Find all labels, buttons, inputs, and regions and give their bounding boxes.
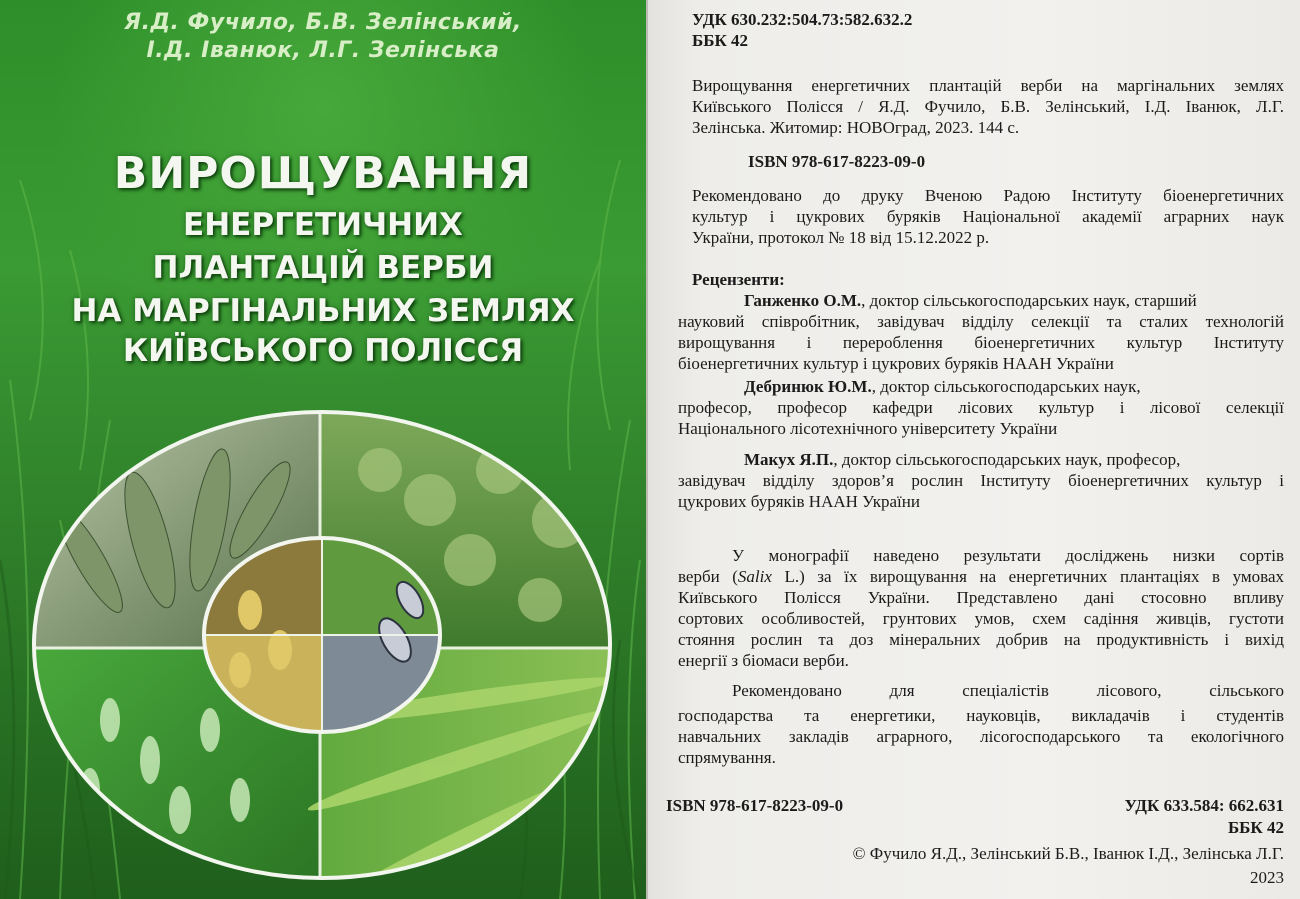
audience-line-4: спрямування.: [678, 748, 776, 767]
reviewer-3-first-line: [744, 450, 1180, 470]
recommended-line-1: Рекомендовано до друку Вченою Радою Інституту біоенергетичних: [692, 186, 1284, 205]
cover-photo-collage: [0, 0, 646, 899]
audience-line-3: навчальних закладів аграрного, лісогосподарського та екологічного: [678, 727, 1284, 746]
isbn-mid: ISBN 978-617-8223-09-0: [748, 152, 926, 171]
copyright: © Фучило Я.Д., Зелінський Б.В., Іванюк І.Д., Зелінська Л.Г.: [852, 844, 1284, 863]
cover-title-line-3: ПЛАНТАЦІЙ ВЕРБИ: [152, 250, 494, 286]
reviewer-3-name: Макух Я.П.: [744, 450, 834, 469]
reviewer-2-text: , доктор сільськогосподарських наук,: [871, 377, 1141, 396]
reviewer-2-first-line: [744, 377, 1141, 397]
abstract-line-2: [678, 567, 1284, 587]
copyright-year: 2023: [1250, 868, 1284, 887]
abstract-line-5: стояння рослин та доз мінеральних добрив на продуктивність і вихід: [678, 630, 1284, 649]
reviewer-3-line-2: завідувач відділу здоров’я рослин Інституту біоенергетичних культур і: [678, 471, 1284, 490]
bbk-bottom: ББК 42: [1227, 818, 1284, 837]
cover-authors-line-1: Я.Д. Фучило, Б.В. Зелінський,: [124, 10, 522, 35]
audience-line-2: господарства та енергетики, науковців, викладачів і студентів: [678, 706, 1284, 725]
abstract-line-3: Київського Полісся України. Представлено дані стосовно впливу: [678, 588, 1284, 607]
bib-line-2: Київського Полісся / Я.Д. Фучило, Б.В. Зелінський, І.Д. Іванюк, Л.Г.: [692, 97, 1284, 116]
abstract-line-1: У монографії наведено результати досліджень низки сортів: [732, 546, 1284, 565]
udk-bottom: УДК 633.584: 662.631: [1124, 796, 1284, 815]
reviewer-1-line-3: вирощування і перероблення біоенергетичних культур Інституту: [678, 333, 1284, 352]
cover-title-line-1: ВИРОЩУВАННЯ: [113, 148, 533, 199]
reviewers-label: Рецензенти:: [692, 270, 785, 289]
reviewer-1-text: , доктор сільськогосподарських наук, старший: [861, 291, 1197, 310]
recommended-line-2: культур і цукрових буряків Національної академії аграрних наук: [692, 207, 1284, 226]
reviewer-1-line-4: біоенергетичних культур і цукрових буряків НААН України: [678, 354, 1114, 373]
colophon-page: [648, 0, 1300, 899]
reviewer-2-line-2: професор, професор кафедри лісових культур і лісової селекції: [678, 398, 1284, 417]
reviewer-1-name: Ганженко О.М.: [744, 291, 862, 310]
udk-top: УДК 630.232:504.73:582.632.2: [692, 10, 913, 29]
reviewer-1-line-2: науковий співробітник, завідувач відділу селекції та сталих технологій: [678, 312, 1284, 331]
recommended-line-3: України, протокол № 18 від 15.12.2022 р.: [692, 228, 990, 247]
isbn-bottom: ISBN 978-617-8223-09-0: [666, 796, 844, 815]
abstract-line-4: сортових особливостей, грунтових умов, схем садіння живців, густоти: [678, 609, 1284, 628]
bib-line-3: Зелінська. Житомир: НОВОград, 2023. 144 с.: [692, 118, 1020, 137]
reviewer-3-text: , доктор сільськогосподарських наук, професор,: [833, 450, 1181, 469]
cover-title-line-4: НА МАРГІНАЛЬНИХ ЗЕМЛЯХ: [71, 293, 575, 329]
bbk-top: ББК 42: [692, 31, 749, 50]
reviewer-2-name: Дебринюк Ю.М.: [744, 377, 872, 396]
cover-authors-line-2: І.Д. Іванюк, Л.Г. Зелінська: [146, 38, 500, 63]
book-cover: [0, 0, 646, 899]
reviewer-3-line-3: цукрових буряків НААН України: [678, 492, 920, 511]
audience-line-1: Рекомендовано для спеціалістів лісового, сільського: [732, 681, 1284, 700]
cover-title-line-2: ЕНЕРГЕТИЧНИХ: [183, 207, 463, 243]
abstract-line-6: енергії з біомаси верби.: [678, 651, 849, 670]
abstract-line-2-pre: верби (: [678, 567, 738, 586]
reviewer-2-line-3: Національного лісотехнічного університету України: [678, 419, 1058, 438]
abstract-latin-name: Salix: [737, 567, 772, 586]
abstract-line-2-post: L.) за їх вирощування на енергетичних плантаціях в умовах: [771, 567, 1284, 586]
reviewer-1-first-line: [744, 291, 1197, 311]
bib-line-1: Вирощування енергетичних плантацій верби на маргінальних землях: [692, 76, 1284, 95]
cover-title-line-5: КИЇВСЬКОГО ПОЛІССЯ: [122, 333, 524, 369]
